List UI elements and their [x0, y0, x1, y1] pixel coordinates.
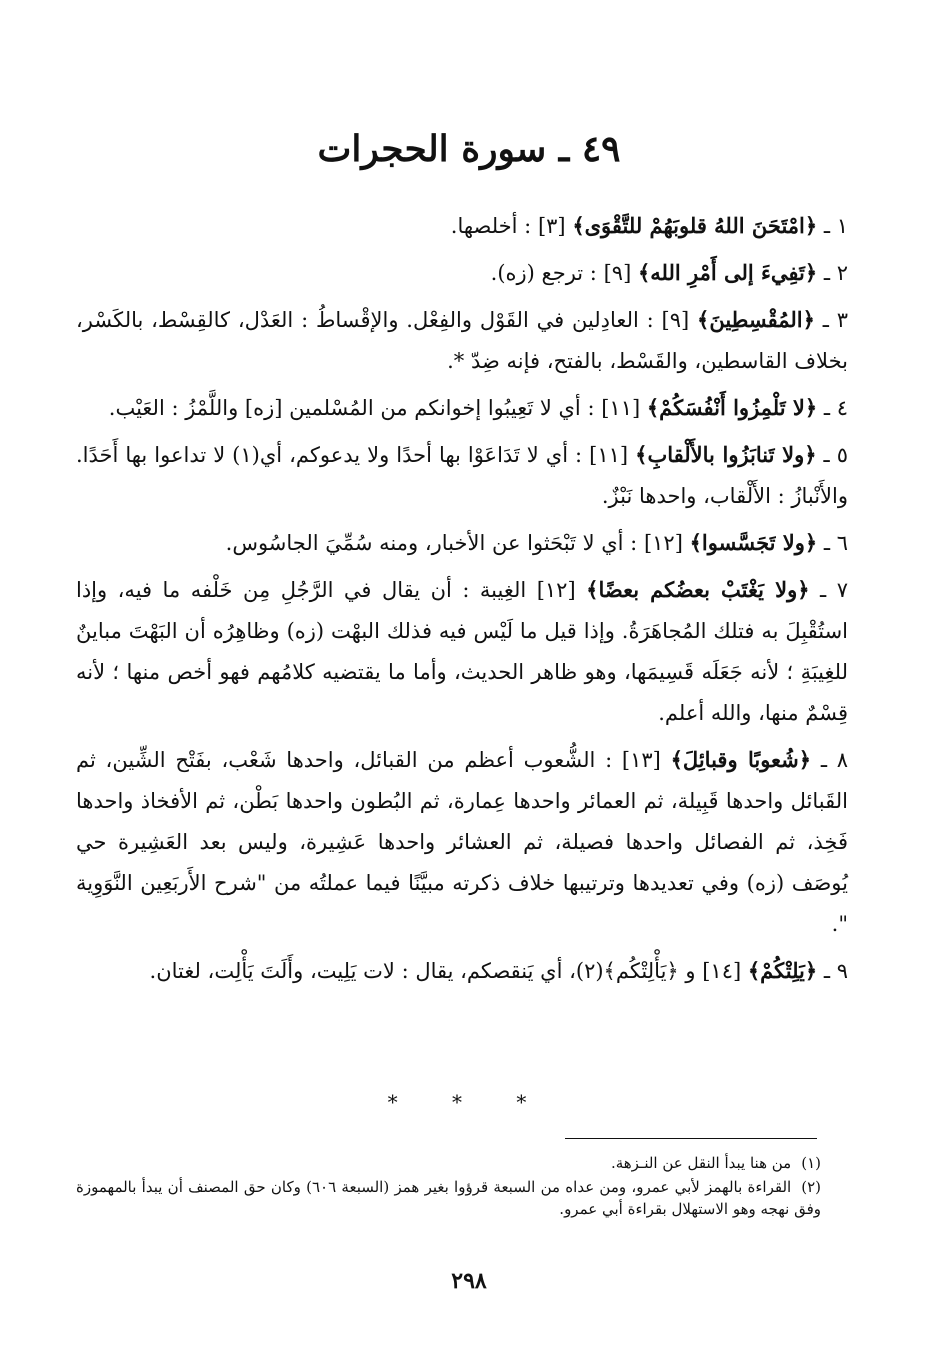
verse-quote: ﴿شُعوبًا وقبائِلَ﴾	[670, 747, 812, 772]
section-separator: * * *	[387, 1090, 551, 1114]
verse-ref: [١٢]	[643, 531, 683, 555]
gloss-text: : أي لا تَدَاعَوْا بها أحدًا ولا يدعوكم، أي(١) لا تداعوا بها أَحَدًا. والأَنْبازُ : الأَلْقاب، واحدها نَبْزٌ.	[76, 443, 848, 508]
gloss-text: و ﴿يَأْلِتْكُم﴾(٢)، أي يَنقصكم، يقال : لات يَلِيت، وأَلَتَ يَأْلِت، لغتان.	[149, 959, 696, 983]
gloss-text: : أخلصها.	[450, 214, 532, 238]
footnotes	[76, 1150, 821, 1222]
entry-9: ٩ ـ ﴿يَلِتْكُمْ﴾ [١٤] و ﴿يَأْلِتْكُم﴾(٢)، أي يَنقصكم، يقال : لات يَلِيت، وأَلَتَ يَأْلِت، لغتان.	[149, 958, 848, 983]
gloss-text: الغِيبة : أن يقال في الرَّجُلِ مِن خَلْفه ما فيه، وإذا استُقْبِلَ به فتلك المُجاهَرَةُ. وإذا قيل ما لَيْس فيه فذلك البهْت (زه) وظاهِرُه أن البَهْتَ مباينٌ للغِيبَةِ ؛ لأنه جَعَلَه قَسِيمَها، وهو ظاهر الحديث، وأما ما يقتضيه كلامُهم فهو أخص منها ؛ لأنه قِسْمٌ منها، والله أعلم.	[76, 578, 848, 725]
footnote-2	[76, 1176, 821, 1220]
footnote-divider	[565, 1138, 817, 1139]
footnote-text: من هنا يبدأ النقل عن النـزهة.	[610, 1154, 792, 1172]
entry-8: ٨ ـ ﴿شُعوبًا وقبائِلَ﴾ [١٣] : الشُّعوب أعظم من القبائل، واحدها شَعْب، بفَتْح الشِّين، ثم القَبائل واحدها قَبِيلة، ثم العمائر واحدها عِمارة، ثم البُطون واحدها بَطْن، ثم الأفخاذ واحدها فَخِذ، ثم الفصائل واحدها فصيلة، ثم العشائر واحدها عَشِيرة، وليس بعد العَشِيرة حي يُوصَف (زه) وفي تعديدها وترتيبها خلاف ذكرته مبيَّنًا فيما عملتُه من "شرح الأَربَعِين النَّوَوِية ".	[76, 747, 848, 936]
entry-number: ٤	[836, 396, 848, 420]
verse-ref: [٩]	[603, 261, 632, 285]
entry-3: ٣ ـ ﴿المُقْسِطِينَ﴾ [٩] : العادِلين في القَوْل والفِعْل. والإقْساطُ : العَدْل، كالقِسْط، بالكَسْر، بخلاف القاسطين، والقَسْط، بالفتح، فإنه ضِدّ *.	[76, 307, 848, 373]
entry-2: ٢ ـ ﴿تَفِيءَ إلى أَمْرِ الله﴾ [٩] : ترجع (زه).	[490, 260, 848, 285]
verse-quote: ﴿ولا تَجَسَّسوا﴾	[689, 530, 818, 555]
entry-4: ٤ ـ ﴿لا تَلْمِزُوا أَنْفُسَكُمْ﴾ [١١] : أي لا تَعِيبُوا إخوانكم من المُسْلمين [زه] واللَّمْزُ : العَيْب.	[108, 395, 848, 420]
entry-6: ٦ ـ ﴿ولا تَجَسَّسوا﴾ [١٢] : أي لا تَبْحَثوا عن الأخبار، ومنه سُمِّيَ الجاسُوس.	[225, 530, 848, 555]
surah-title: ٤٩ ـ سورة الحجرات	[317, 128, 621, 170]
gloss-text: : الشُّعوب أعظم من القبائل، واحدها شَعْب، بفَتْح الشِّين، ثم القَبائل واحدها قَبِيلة، ثم العمائر واحدها عِمارة، ثم البُطون واحدها بَطْن، ثم الأفخاذ واحدها فَخِذ، ثم الفصائل واحدها فصيلة، ثم العشائر واحدها عَشِيرة، وليس بعد العَشِيرة حي يُوصَف (زه) وفي تعديدها وترتيبها خلاف ذكرته مبيَّنًا فيما عملتُه من "شرح الأَربَعِين النَّوَوِية ".	[76, 748, 848, 936]
verse-ref: [١١]	[589, 443, 629, 467]
entry-number: ٩	[836, 959, 848, 983]
entry-1: ١ ـ ﴿امْتَحَنَ اللهُ قلوبَهُمْ للتَّقْوَى﴾ [٣] : أخلصها.	[450, 213, 848, 238]
verse-ref: [٩]	[661, 308, 690, 332]
entry-number: ٧	[836, 578, 848, 602]
verse-ref: [١١]	[601, 396, 641, 420]
gloss-text: : ترجع (زه).	[490, 261, 597, 285]
entries-list	[76, 205, 848, 997]
entry-number: ٣	[836, 308, 848, 332]
entry-5: ٥ ـ ﴿ولا تَنابَزُوا بالأَلْقابِ﴾ [١١] : أي لا تَدَاعَوْا بها أحدًا ولا يدعوكم، أي(١) لا تداعوا بها أَحَدًا. والأَنْبازُ : الأَلْقاب، واحدها نَبْزٌ.	[76, 442, 848, 508]
verse-quote: ﴿يَلِتْكُمْ﴾	[747, 958, 818, 983]
page-number: ٢٩٨	[451, 1268, 487, 1294]
entry-7: ٧ ـ ﴿ولا يَغْتَبْ بعضُكم بعضًا﴾ [١٢] الغِيبة : أن يقال في الرَّجُلِ مِن خَلْفه ما فيه، وإذا استُقْبِلَ به فتلك المُجاهَرَةُ. وإذا قيل ما لَيْس فيه فذلك البهْت (زه) وظاهِرُه أن البَهْتَ مباينٌ للغِيبَةِ ؛ لأنه جَعَلَه قَسِيمَها، وهو ظاهر الحديث، وأما ما يقتضيه كلامُهم فهو أخص منها ؛ لأنه قِسْمٌ منها، والله أعلم.	[76, 577, 848, 725]
verse-quote: ﴿ولا تَنابَزُوا بالأَلْقابِ﴾	[635, 442, 817, 467]
verse-quote: ﴿المُقْسِطِينَ﴾	[697, 307, 815, 332]
gloss-text: : العادِلين في القَوْل والفِعْل. والإقْساطُ : العَدْل، كالقِسْط، بالكَسْر، بخلاف القاسطين، والقَسْط، بالفتح، فإنه ضِدّ *.	[76, 308, 848, 373]
footnote-1	[76, 1152, 821, 1174]
verse-quote: ﴿امْتَحَنَ اللهُ قلوبَهُمْ للتَّقْوَى﴾	[572, 213, 818, 238]
verse-ref: [٣]	[537, 214, 566, 238]
verse-ref: [١٤]	[702, 959, 742, 983]
footnote-text: القراءة بالهمز لأبي عمرو، ومن عداه من السبعة قرؤوا بغير همز (السبعة ٦٠٦) وكان حق المصنف أن يبدأ بالمهموزة وفق نهجه وهو الاستهلال بقراءة أبي عمرو.	[76, 1178, 821, 1218]
verse-ref: [١٢]	[536, 578, 576, 602]
verse-ref: [١٣]	[621, 748, 661, 772]
footnote-number: (٢)	[801, 1178, 821, 1196]
entry-number: ٢	[836, 261, 848, 285]
verse-quote: ﴿ولا يَغْتَبْ بعضُكم بعضًا﴾	[586, 577, 810, 602]
entry-number: ١	[836, 214, 848, 238]
footnote-number: (١)	[801, 1154, 821, 1172]
gloss-text: : أي لا تَبْحَثوا عن الأخبار، ومنه سُمِّيَ الجاسُوس.	[225, 531, 638, 555]
gloss-text: : أي لا تَعِيبُوا إخوانكم من المُسْلمين [زه] واللَّمْزُ : العَيْب.	[108, 396, 595, 420]
entry-number: ٥	[836, 443, 848, 467]
verse-quote: ﴿لا تَلْمِزُوا أَنْفُسَكُمْ﴾	[646, 395, 818, 420]
entry-number: ٦	[836, 531, 848, 555]
entry-number: ٨	[836, 748, 848, 772]
verse-quote: ﴿تَفِيءَ إلى أَمْرِ الله﴾	[637, 260, 818, 285]
